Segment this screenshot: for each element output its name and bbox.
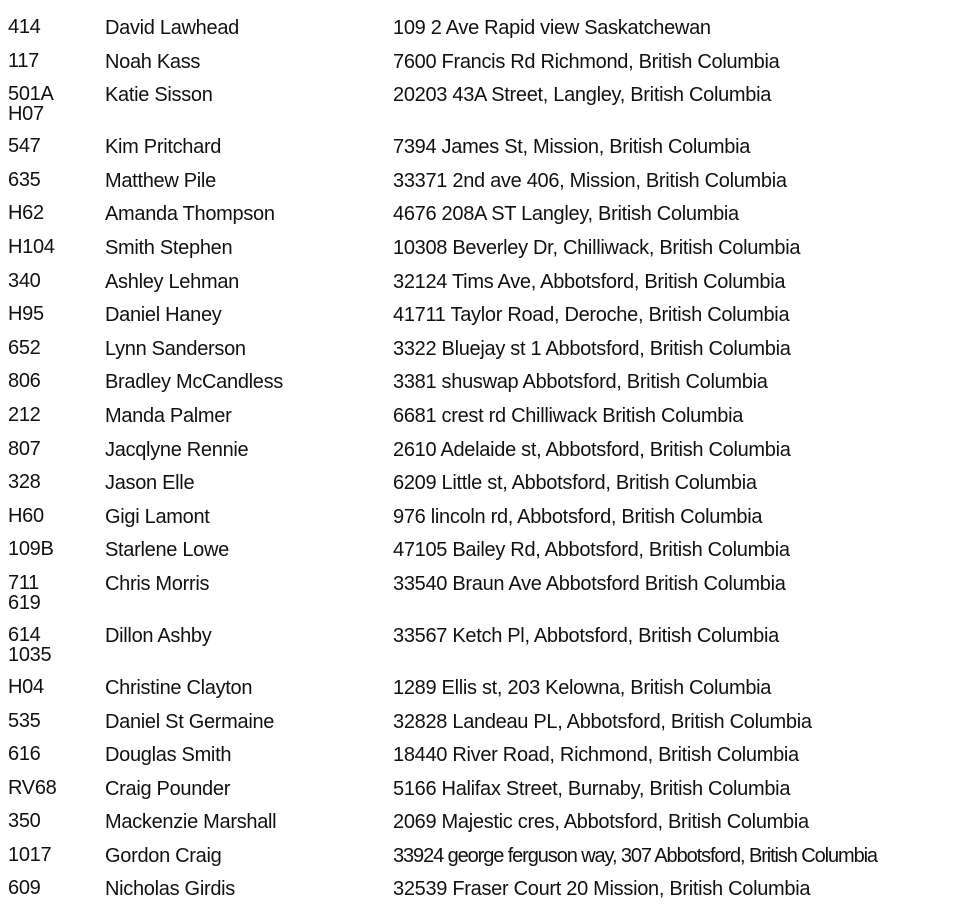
resident-name: David Lawhead [105, 17, 239, 39]
table-row [0, 136, 960, 170]
resident-name: Dillon Ashby [105, 624, 212, 647]
unit-code: 350 [8, 810, 41, 833]
resident-address: 32539 Fraser Court 20 Mission, British Columbia [393, 878, 811, 901]
table-row [0, 405, 960, 439]
resident-address: 7394 James St, Mission, British Columbia [393, 136, 751, 159]
resident-name: Kim Pritchard [105, 136, 222, 159]
resident-address: 3322 Bluejay st 1 Abbotsford, British Columbia [393, 337, 791, 360]
unit-code: RV68 [8, 776, 57, 799]
resident-address: 32828 Landeau PL, Abbotsford, British Columbia [393, 710, 812, 733]
resident-name: Katie Sisson [105, 84, 213, 107]
unit-code: 501A H07 [8, 83, 54, 126]
resident-name: Craig Pounder [105, 777, 231, 800]
table-row [0, 878, 960, 915]
resident-address: 7600 Francis Rd Richmond, British Columbia [393, 50, 780, 73]
table-row [0, 811, 960, 845]
resident-name: Jacqlyne Rennie [105, 438, 249, 461]
resident-name: Daniel Haney [105, 304, 222, 327]
unit-code: 117 [8, 49, 39, 72]
resident-name: Starlene Lowe [105, 539, 229, 562]
table-row [0, 271, 960, 305]
unit-code: H104 [8, 235, 55, 258]
unit-code: 616 [8, 743, 41, 766]
table-row [0, 170, 960, 204]
resident-name: Daniel St Germaine [105, 710, 275, 733]
resident-name: Jason Elle [105, 472, 195, 495]
resident-address: 20203 43A Street, Langley, British Columbia [393, 84, 772, 107]
table-row [0, 338, 960, 372]
resident-name: Chris Morris [105, 572, 210, 595]
unit-code: 806 [8, 370, 41, 393]
resident-name: Bradley McCandless [105, 371, 284, 394]
resident-name: Lynn Sanderson [105, 337, 246, 360]
table-row [0, 51, 960, 85]
table-row [0, 845, 960, 879]
resident-address: 5166 Halifax Street, Burnaby, British Columbia [393, 777, 791, 800]
unit-code: 652 [8, 336, 41, 359]
unit-code: 328 [8, 471, 41, 494]
unit-code: 535 [8, 709, 41, 732]
resident-name: Smith Stephen [105, 236, 233, 259]
unit-code: 609 [8, 877, 41, 900]
unit-code: H60 [8, 504, 44, 527]
resident-name: Gigi Lamont [105, 505, 210, 528]
table-row [0, 17, 960, 51]
table-row [0, 472, 960, 506]
table-row [0, 506, 960, 540]
unit-code: 1017 [8, 843, 52, 866]
unit-code: 547 [8, 135, 41, 158]
resident-address: 33371 2nd ave 406, Mission, British Columbia [393, 169, 787, 192]
resident-name: Ashley Lehman [105, 270, 239, 293]
resident-address: 18440 River Road, Richmond, British Columbia [393, 744, 799, 767]
unit-code: H95 [8, 303, 44, 326]
resident-address: 33540 Braun Ave Abbotsford British Columbia [393, 572, 786, 595]
unit-code: 614 1035 [8, 623, 52, 666]
table-row [0, 304, 960, 338]
unit-code: H04 [8, 675, 44, 698]
resident-address: 47105 Bailey Rd, Abbotsford, British Columbia [393, 539, 790, 562]
resident-address: 976 lincoln rd, Abbotsford, British Columbia [393, 505, 763, 528]
resident-name: Christine Clayton [105, 676, 253, 699]
unit-code: 807 [8, 437, 41, 460]
table-row [0, 539, 960, 573]
unit-code: 635 [8, 168, 41, 191]
table-row [0, 371, 960, 405]
resident-address: 2069 Majestic cres, Abbotsford, British Columbia [393, 811, 809, 834]
resident-name: Nicholas Girdis [105, 878, 235, 901]
table-row [0, 677, 960, 711]
resident-address: 10308 Beverley Dr, Chilliwack, British Columbia [393, 236, 801, 259]
resident-name: Matthew Pile [105, 169, 216, 192]
resident-address: 1289 Ellis st, 203 Kelowna, British Columbia [393, 676, 772, 699]
resident-address: 6681 crest rd Chilliwack British Columbia [393, 404, 744, 427]
resident-address: 2610 Adelaide st, Abbotsford, British Columbia [393, 438, 791, 461]
table-row [0, 237, 960, 271]
unit-code: 414 [8, 16, 41, 38]
resident-name: Douglas Smith [105, 744, 232, 767]
resident-address: 3381 shuswap Abbotsford, British Columbia [393, 371, 768, 394]
top-margin [0, 0, 960, 17]
resident-address: 33924 george ferguson way, 307 Abbotsford, British Columbia [393, 844, 877, 867]
resident-name: Mackenzie Marshall [105, 811, 277, 834]
resident-name: Gordon Craig [105, 844, 222, 867]
resident-address: 4676 208A ST Langley, British Columbia [393, 203, 739, 226]
unit-code: 109B [8, 538, 54, 561]
resident-address: 33567 Ketch Pl, Abbotsford, British Columbia [393, 624, 779, 647]
unit-code: 711 619 [8, 571, 41, 614]
table-row [0, 625, 960, 677]
resident-address: 41711 Taylor Road, Deroche, British Columbia [393, 304, 790, 327]
resident-address: 109 2 Ave Rapid view Saskatchewan [393, 17, 711, 39]
resident-name: Manda Palmer [105, 404, 232, 427]
resident-address: 32124 Tims Ave, Abbotsford, British Columbia [393, 270, 786, 293]
resident-name: Noah Kass [105, 50, 201, 73]
unit-code: 340 [8, 269, 41, 292]
table-row [0, 84, 960, 136]
table-row [0, 573, 960, 625]
table-row [0, 203, 960, 237]
table-row [0, 439, 960, 473]
unit-code: H62 [8, 202, 44, 225]
resident-address: 6209 Little st, Abbotsford, British Columbia [393, 472, 757, 495]
resident-name: Amanda Thompson [105, 203, 275, 226]
table-row [0, 744, 960, 778]
table-row [0, 778, 960, 812]
unit-code: 212 [8, 403, 41, 426]
table-row [0, 711, 960, 745]
